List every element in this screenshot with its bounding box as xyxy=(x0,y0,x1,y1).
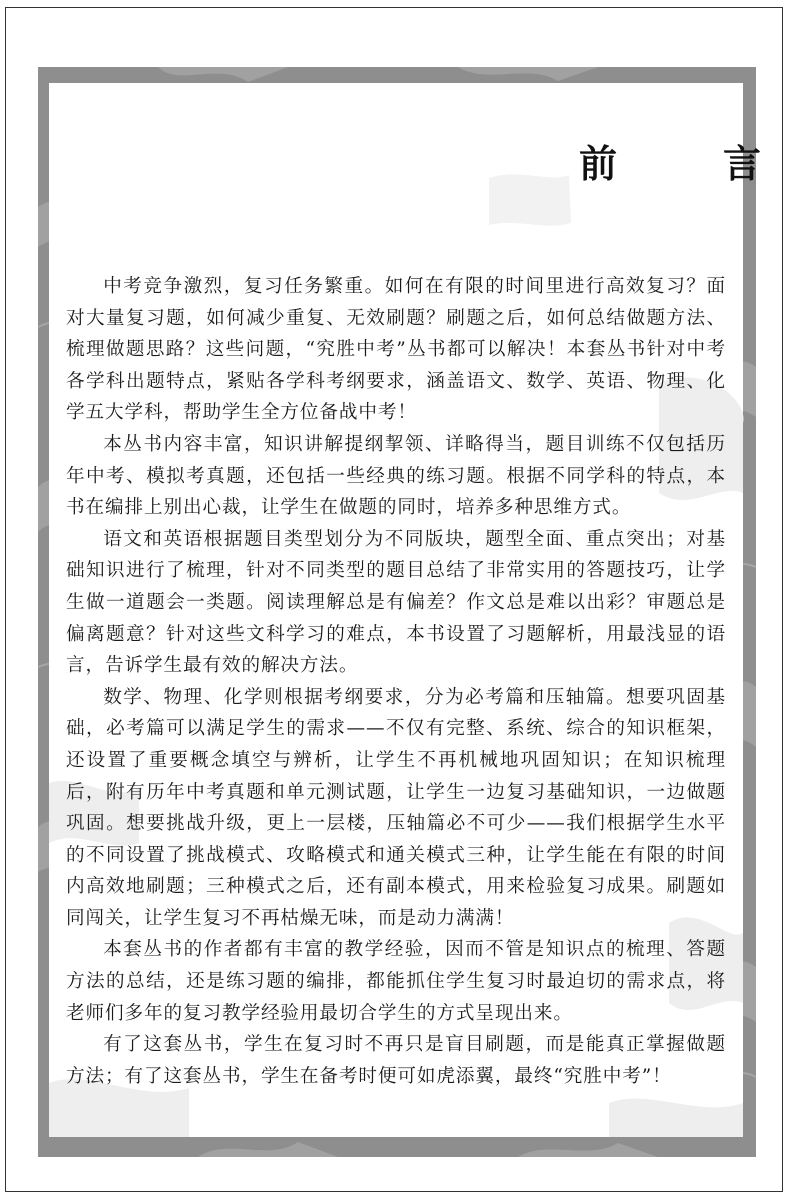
paragraph: 有了这套丛书，学生在复习时不再只是盲目刷题，而是能真正掌握做题方法；有了这套丛书，学生在备考时便可如虎添翼，最终“究胜中考”！ xyxy=(66,1034,726,1087)
paragraph: 数学、物理、化学则根据考纲要求，分为必考篇和压轴篇。想要巩固基础，必考篇可以满足学生的需求——不仅有完整、系统、综合的知识框架，还设置了重要概念填空与辨析，让学生不再机械地巩固知识；在知识梳理后，附有历年中考真题和单元测试题，让学生一边复习基础知识，一边做题巩固。想要挑战升级，更上一层楼，压轴篇必不可少——我们根据学生水平的不同设置了挑战模式、攻略模式和通关模式三种，让学生能在有限的时间内高效地刷题；三种模式之后，还有副本模式，用来检验复习成果。刷题如同闯关，让学生复习不再枯燥无味，而是动力满满！ xyxy=(66,686,726,929)
preface-body xyxy=(66,271,726,1092)
content-panel xyxy=(49,83,795,1137)
paragraph: 本丛书内容丰富，知识讲解提纲挈领、详略得当，题目训练不仅包括历年中考、模拟考真题，还包括一些经典的练习题。根据不同学科的特点，本书在编排上别出心裁，让学生在做题的同时，培养多种思维方式。 xyxy=(66,433,726,519)
paragraph: 语文和英语根据题目类型划分为不同版块，题型全面、重点突出；对基础知识进行了梳理，针对不同类型的题目总结了非常实用的答题技巧，让学生做一道题会一类题。阅读理解总是有偏差？作文总是难以出彩？审题总是偏离题意？针对这些文科学习的难点，本书设置了习题解析，用最浅显的语言，告诉学生最有效的解决方法。 xyxy=(66,528,726,677)
paragraph: 中考竞争激烈，复习任务繁重。如何在有限的时间里进行高效复习？面对大量复习题，如何减少重复、无效刷题？刷题之后，如何总结做题方法、梳理做题思路？这些问题，“究胜中考”丛书都可以解决！本套丛书针对中考各学科出题特点，紧贴各学科考纲要求，涵盖语文、数学、英语、物理、化学五大学科，帮助学生全方位备战中考！ xyxy=(66,276,726,424)
page-title: 前 言 xyxy=(579,142,795,186)
paragraph: 本套丛书的作者都有丰富的教学经验，因而不管是知识点的梳理、答题方法的总结，还是练习题的编排，都能抓住学生复习时最迫切的需求点，将老师们多年的复习教学经验用最切合学生的方式呈现出来。 xyxy=(66,939,726,1024)
